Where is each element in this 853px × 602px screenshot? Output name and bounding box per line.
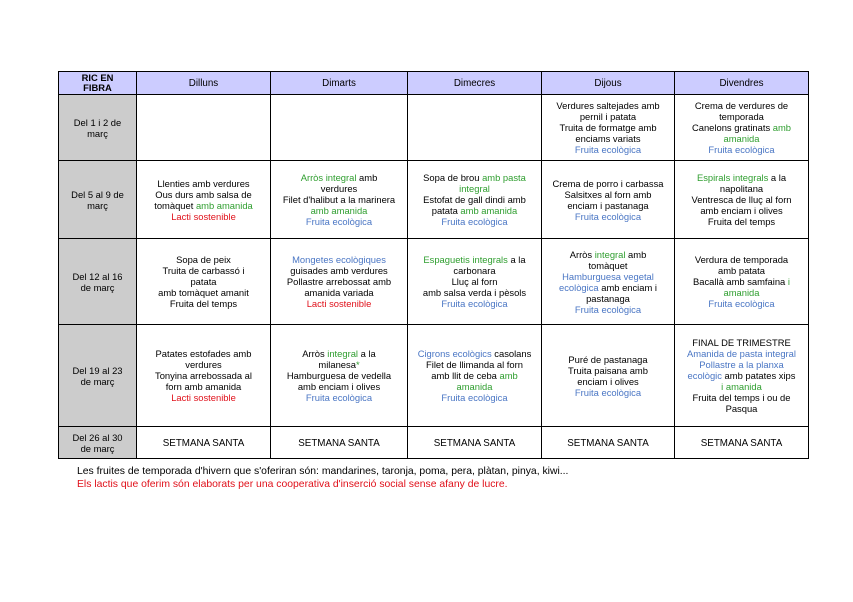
menu-body bbox=[59, 95, 809, 459]
week-label-line: Del 12 al 16 bbox=[72, 270, 123, 282]
fruits-note: Les fruites de temporada d'hivern que s'oferiran són: mandarines, taronja, poma, pera, plàtan, pinya, kiwi... bbox=[77, 466, 569, 477]
menu-text: Salsitxes al forn amb bbox=[564, 188, 652, 200]
menu-text: Hamburguesa de vedella bbox=[286, 370, 392, 381]
menu-text: Espirals integrals bbox=[696, 172, 769, 183]
menu-cell-dijous bbox=[542, 325, 675, 427]
menu-line bbox=[677, 276, 806, 287]
menu-cell-divendres bbox=[675, 325, 809, 427]
day-header-dijous: Dijous bbox=[542, 72, 675, 95]
menu-line bbox=[677, 111, 806, 122]
menu-line bbox=[273, 216, 405, 227]
menu-cell-dilluns bbox=[137, 325, 271, 427]
menu-cell-dilluns bbox=[137, 161, 271, 239]
menu-text: Bacallà amb samfaina bbox=[693, 276, 788, 287]
menu-cell-dimecres bbox=[408, 239, 542, 325]
day-header-dilluns: Dilluns bbox=[137, 72, 271, 95]
menu-cell-dimecres bbox=[408, 95, 542, 161]
menu-line bbox=[273, 381, 405, 392]
menu-text: Sopa de brou bbox=[423, 172, 483, 183]
menu-line bbox=[544, 111, 672, 122]
menu-text: amb patata bbox=[718, 265, 765, 276]
menu-text: SETMANA SANTA bbox=[298, 437, 380, 449]
menu-line bbox=[677, 172, 806, 183]
notes bbox=[77, 465, 568, 491]
menu-text: amb enciam i olives bbox=[700, 205, 783, 216]
menu-line bbox=[410, 265, 539, 276]
menu-text: verdures bbox=[185, 359, 222, 370]
menu-line bbox=[139, 276, 268, 287]
menu-text: pernil i patata bbox=[579, 111, 637, 122]
menu-line bbox=[544, 211, 672, 222]
menu-text: casolans bbox=[491, 348, 532, 359]
menu-cell-dijous bbox=[542, 95, 675, 161]
menu-text: patata bbox=[190, 276, 217, 287]
menu-text: Crema de verdures de bbox=[694, 100, 789, 111]
menu-text: amanida bbox=[723, 133, 760, 144]
menu-line bbox=[544, 437, 672, 449]
menu-text: amb llit de ceba bbox=[431, 370, 500, 381]
menu-text: Sopa de peix bbox=[176, 254, 231, 265]
menu-text: Lacti sostenible bbox=[171, 392, 236, 403]
menu-text: napolitana bbox=[719, 183, 764, 194]
menu-line bbox=[677, 194, 806, 205]
menu-line bbox=[544, 271, 672, 282]
menu-line bbox=[677, 370, 806, 381]
menu-text: Fruita ecològica bbox=[574, 210, 642, 222]
menu-text: i bbox=[787, 276, 790, 287]
menu-line bbox=[139, 348, 268, 359]
menu-cell-divendres bbox=[675, 427, 809, 459]
menu-text: Fruita del temps bbox=[707, 216, 776, 227]
week-label bbox=[59, 95, 137, 161]
menu-text: a la bbox=[507, 254, 526, 265]
menu-line bbox=[677, 287, 806, 298]
menu-line bbox=[544, 354, 672, 365]
menu-text: Fruita ecològica bbox=[708, 298, 775, 309]
week-row bbox=[59, 239, 809, 325]
week-label-line: Del 19 al 23 bbox=[72, 364, 123, 376]
menu-line bbox=[273, 298, 405, 309]
menu-text: forn amb amanida bbox=[165, 381, 242, 392]
menu-text: amb bbox=[499, 370, 518, 381]
menu-text: amb amanida bbox=[310, 205, 368, 216]
menu-text: Fruita ecològica bbox=[708, 144, 775, 155]
menu-cell-dilluns bbox=[137, 427, 271, 459]
menu-text: SETMANA SANTA bbox=[700, 437, 783, 449]
week-row bbox=[59, 161, 809, 239]
menu-line bbox=[677, 183, 806, 194]
menu-cell-dimecres bbox=[408, 427, 542, 459]
menu-text: Fruita ecològica bbox=[574, 386, 642, 398]
menu-text: Filet d'halibut a la marinera bbox=[282, 194, 396, 205]
menu-text: amb tomàquet amanit bbox=[158, 287, 249, 298]
week-row bbox=[59, 95, 809, 161]
menu-text: amb enciam i olives bbox=[297, 381, 381, 392]
menu-text: Fruita ecològica bbox=[574, 144, 642, 155]
menu-text: Fruita ecològica bbox=[441, 216, 508, 227]
menu-line bbox=[677, 216, 806, 227]
menu-line bbox=[410, 194, 539, 205]
menu-text: Llenties amb verdures bbox=[157, 177, 250, 189]
menu-line bbox=[677, 348, 806, 359]
menu-text: Verdura de temporada bbox=[694, 254, 789, 265]
menu-line bbox=[677, 122, 806, 133]
menu-text: Fruita ecològica bbox=[305, 392, 373, 403]
menu-line bbox=[139, 298, 268, 309]
menu-text: temporada bbox=[719, 111, 764, 122]
menu-text: amb pasta bbox=[482, 172, 526, 183]
menu-text: amb bbox=[625, 248, 647, 260]
menu-line bbox=[273, 183, 405, 194]
menu-line bbox=[410, 216, 539, 227]
menu-text: Amanida de pasta integral bbox=[687, 348, 796, 359]
menu-line bbox=[677, 144, 806, 155]
menu-cell-dijous bbox=[542, 239, 675, 325]
week-label bbox=[59, 161, 137, 239]
menu-cell-dilluns bbox=[137, 95, 271, 161]
menu-cell-divendres bbox=[675, 161, 809, 239]
menu-text: Fruita ecològica bbox=[574, 303, 642, 315]
menu-line bbox=[544, 260, 672, 271]
menu-text: Verdures saltejades amb bbox=[556, 100, 660, 111]
menu-text: enciam i pastanaga bbox=[567, 199, 649, 211]
menu-cell-dijous bbox=[542, 161, 675, 239]
menu-text: Patates estofades amb bbox=[155, 348, 252, 359]
dairy-note: Els lactis que oferim són elaborats per una cooperativa d'inserció social sense afany de lucre. bbox=[77, 479, 508, 490]
week-row bbox=[59, 427, 809, 459]
menu-text: Arròs integral bbox=[300, 172, 357, 183]
menu-cell-dimarts bbox=[271, 325, 408, 427]
day-header-dimarts: Dimarts bbox=[271, 72, 408, 95]
menu-line bbox=[410, 392, 539, 403]
menu-line bbox=[677, 359, 806, 370]
menu-text: Ous durs amb salsa de bbox=[155, 188, 252, 200]
menu-text: Lacti sostenible bbox=[171, 210, 236, 222]
week-label bbox=[59, 239, 137, 325]
menu-text: Arròs bbox=[302, 348, 328, 359]
menu-text: Pasqua bbox=[725, 403, 758, 414]
menu-line bbox=[410, 359, 539, 370]
menu-line bbox=[410, 437, 539, 449]
menu-text: carbonara bbox=[453, 265, 496, 276]
menu-line bbox=[273, 348, 405, 359]
menu-line bbox=[273, 437, 405, 449]
menu-text: Pollastre a la planxa bbox=[699, 359, 784, 370]
menu-line bbox=[544, 249, 672, 260]
menu-text: amb salsa verda i pèsols bbox=[422, 287, 527, 298]
menu-line bbox=[139, 392, 268, 403]
menu-line bbox=[544, 304, 672, 315]
menu-line bbox=[677, 381, 806, 392]
week-label-line: de març bbox=[80, 442, 115, 454]
menu-line bbox=[677, 392, 806, 403]
menu-cell-dijous bbox=[542, 427, 675, 459]
menu-text: Fruita del temps i ou de bbox=[692, 392, 791, 403]
menu-line bbox=[273, 287, 405, 298]
menu-text: a la bbox=[768, 172, 787, 183]
menu-line bbox=[410, 348, 539, 359]
header-row bbox=[59, 72, 809, 95]
menu-text: pastanaga bbox=[586, 292, 630, 304]
week-label-line: Del 5 al 9 de bbox=[71, 188, 124, 200]
menu-text: patata bbox=[431, 205, 461, 216]
menu-text: enciams variats bbox=[575, 133, 641, 144]
menu-text: Truita de formatge amb bbox=[559, 122, 657, 133]
menu-text: amb bbox=[772, 122, 792, 133]
menu-text: amb amanida bbox=[460, 205, 518, 216]
menu-text: Truita de carbassó i bbox=[162, 265, 245, 276]
menu-text: amanida bbox=[723, 287, 760, 298]
corner-label-line: RIC EN bbox=[81, 72, 114, 83]
menu-cell-dimecres bbox=[408, 161, 542, 239]
menu-text: Fruita ecològica bbox=[441, 392, 508, 403]
menu-line bbox=[677, 100, 806, 111]
menu-line bbox=[544, 144, 672, 155]
menu-text: amb bbox=[356, 172, 378, 183]
menu-text: Fruita del temps bbox=[169, 298, 238, 309]
menu-line bbox=[273, 276, 405, 287]
menu-text: Mongetes ecològiques bbox=[292, 254, 386, 265]
menu-text: verdures bbox=[320, 183, 358, 194]
menu-text: SETMANA SANTA bbox=[162, 437, 245, 449]
week-row bbox=[59, 325, 809, 427]
menu-text: Estofat de gall dindi amb bbox=[423, 194, 526, 205]
menu-text: tomàquet bbox=[588, 259, 628, 271]
menu-line bbox=[273, 359, 405, 370]
menu-text: Hamburguesa vegetal bbox=[562, 270, 654, 282]
menu-line bbox=[677, 265, 806, 276]
week-label-line: març bbox=[87, 127, 108, 139]
menu-line bbox=[139, 265, 268, 276]
menu-line bbox=[410, 370, 539, 381]
menu-line bbox=[544, 178, 672, 189]
menu-line bbox=[410, 381, 539, 392]
menu-line bbox=[544, 387, 672, 398]
menu-text: i amanida bbox=[721, 381, 762, 392]
menu-line bbox=[677, 254, 806, 265]
menu-text: integral bbox=[594, 248, 626, 260]
menu-text: SETMANA SANTA bbox=[433, 437, 516, 449]
menu-line bbox=[544, 376, 672, 387]
menu-text: guisades amb verdures bbox=[290, 265, 388, 276]
menu-text: amanida bbox=[456, 381, 493, 392]
menu-line bbox=[273, 265, 405, 276]
menu-line bbox=[410, 172, 539, 183]
menu-line bbox=[410, 205, 539, 216]
corner-label bbox=[59, 72, 137, 95]
menu-line bbox=[139, 200, 268, 211]
day-header-dimecres: Dimecres bbox=[408, 72, 542, 95]
menu-line bbox=[677, 403, 806, 414]
menu-text: SETMANA SANTA bbox=[567, 437, 649, 449]
menu-text: Crema de porro i carbassa bbox=[552, 177, 664, 189]
menu-line bbox=[544, 100, 672, 111]
menu-line bbox=[544, 133, 672, 144]
menu-line bbox=[139, 370, 268, 381]
menu-text: Arròs bbox=[569, 248, 595, 260]
menu-text: Lacti sostenible bbox=[306, 298, 372, 309]
menu-text: * bbox=[355, 359, 360, 370]
menu-text: Filet de llimanda al forn bbox=[426, 359, 523, 370]
menu-line bbox=[410, 254, 539, 265]
menu-text: integral bbox=[459, 183, 490, 194]
menu-text: enciam i olives bbox=[577, 375, 639, 387]
week-label-line: de març bbox=[80, 375, 115, 387]
menu-line bbox=[544, 365, 672, 376]
menu-line bbox=[410, 276, 539, 287]
menu-text: amb patates xips bbox=[721, 370, 796, 381]
menu-line bbox=[677, 337, 806, 348]
menu-line bbox=[139, 437, 268, 449]
menu-line bbox=[544, 200, 672, 211]
menu-line bbox=[410, 287, 539, 298]
menu-text: Truita paisana amb bbox=[568, 364, 648, 376]
menu-text: integral bbox=[327, 348, 359, 359]
week-label bbox=[59, 325, 137, 427]
menu-line bbox=[677, 205, 806, 216]
menu-line bbox=[273, 172, 405, 183]
menu-text: FINAL DE TRIMESTRE bbox=[692, 337, 791, 348]
menu-line bbox=[139, 254, 268, 265]
menu-text: Tonyina arrebossada al bbox=[155, 370, 252, 381]
menu-cell-dimarts bbox=[271, 161, 408, 239]
menu-text: Fruita ecològica bbox=[441, 298, 508, 309]
menu-cell-divendres bbox=[675, 239, 809, 325]
menu-text: amb amanida bbox=[195, 199, 253, 211]
menu-line bbox=[273, 370, 405, 381]
menu-cell-dimarts bbox=[271, 427, 408, 459]
week-label bbox=[59, 427, 137, 459]
menu-line bbox=[677, 133, 806, 144]
menu-line bbox=[677, 298, 806, 309]
menu-text: Espaguetis integrals bbox=[423, 254, 508, 265]
menu-text: Canelons gratinats bbox=[691, 122, 773, 133]
menu-line bbox=[139, 359, 268, 370]
menu-line bbox=[139, 211, 268, 222]
menu-text: ecològica bbox=[559, 281, 599, 293]
menu-line bbox=[544, 293, 672, 304]
menu-text: Pollastre arrebossat amb bbox=[286, 276, 392, 287]
menu-line bbox=[273, 205, 405, 216]
menu-text: a la bbox=[358, 348, 376, 359]
menu-line bbox=[544, 122, 672, 133]
menu-line bbox=[410, 298, 539, 309]
menu-line bbox=[139, 287, 268, 298]
menu-text: amb enciam i bbox=[598, 281, 657, 293]
day-header-divendres: Divendres bbox=[675, 72, 809, 95]
menu-text: milanesa bbox=[318, 359, 356, 370]
menu-text: Puré de pastanaga bbox=[568, 353, 648, 365]
menu-cell-dimarts bbox=[271, 239, 408, 325]
menu-cell-divendres bbox=[675, 95, 809, 161]
week-label-line: de març bbox=[80, 281, 115, 293]
menu-line bbox=[273, 392, 405, 403]
menu-line bbox=[139, 178, 268, 189]
week-label-line: Del 26 al 30 bbox=[72, 431, 123, 443]
menu-line bbox=[139, 189, 268, 200]
menu-table bbox=[58, 71, 809, 459]
menu-text: tomàquet bbox=[154, 199, 196, 211]
corner-label-line: FIBRA bbox=[83, 82, 112, 93]
menu-text: ecològic bbox=[687, 370, 722, 381]
menu-text: amanida variada bbox=[304, 287, 374, 298]
menu-cell-dimecres bbox=[408, 325, 542, 427]
menu-line bbox=[273, 194, 405, 205]
week-label-line: març bbox=[87, 199, 108, 211]
menu-line bbox=[410, 183, 539, 194]
menu-text: Ventresca de lluç al forn bbox=[691, 194, 792, 205]
menu-text: Lluç al forn bbox=[451, 276, 498, 287]
menu-line bbox=[544, 189, 672, 200]
menu-cell-dimarts bbox=[271, 95, 408, 161]
menu-line bbox=[139, 381, 268, 392]
menu-line bbox=[677, 437, 806, 449]
menu-cell-dilluns bbox=[137, 239, 271, 325]
menu-text: Fruita ecològica bbox=[305, 216, 373, 227]
menu-line bbox=[544, 282, 672, 293]
menu-line bbox=[273, 254, 405, 265]
week-label-line: Del 1 i 2 de bbox=[73, 116, 122, 128]
menu-text: Cigrons ecològics bbox=[417, 348, 492, 359]
